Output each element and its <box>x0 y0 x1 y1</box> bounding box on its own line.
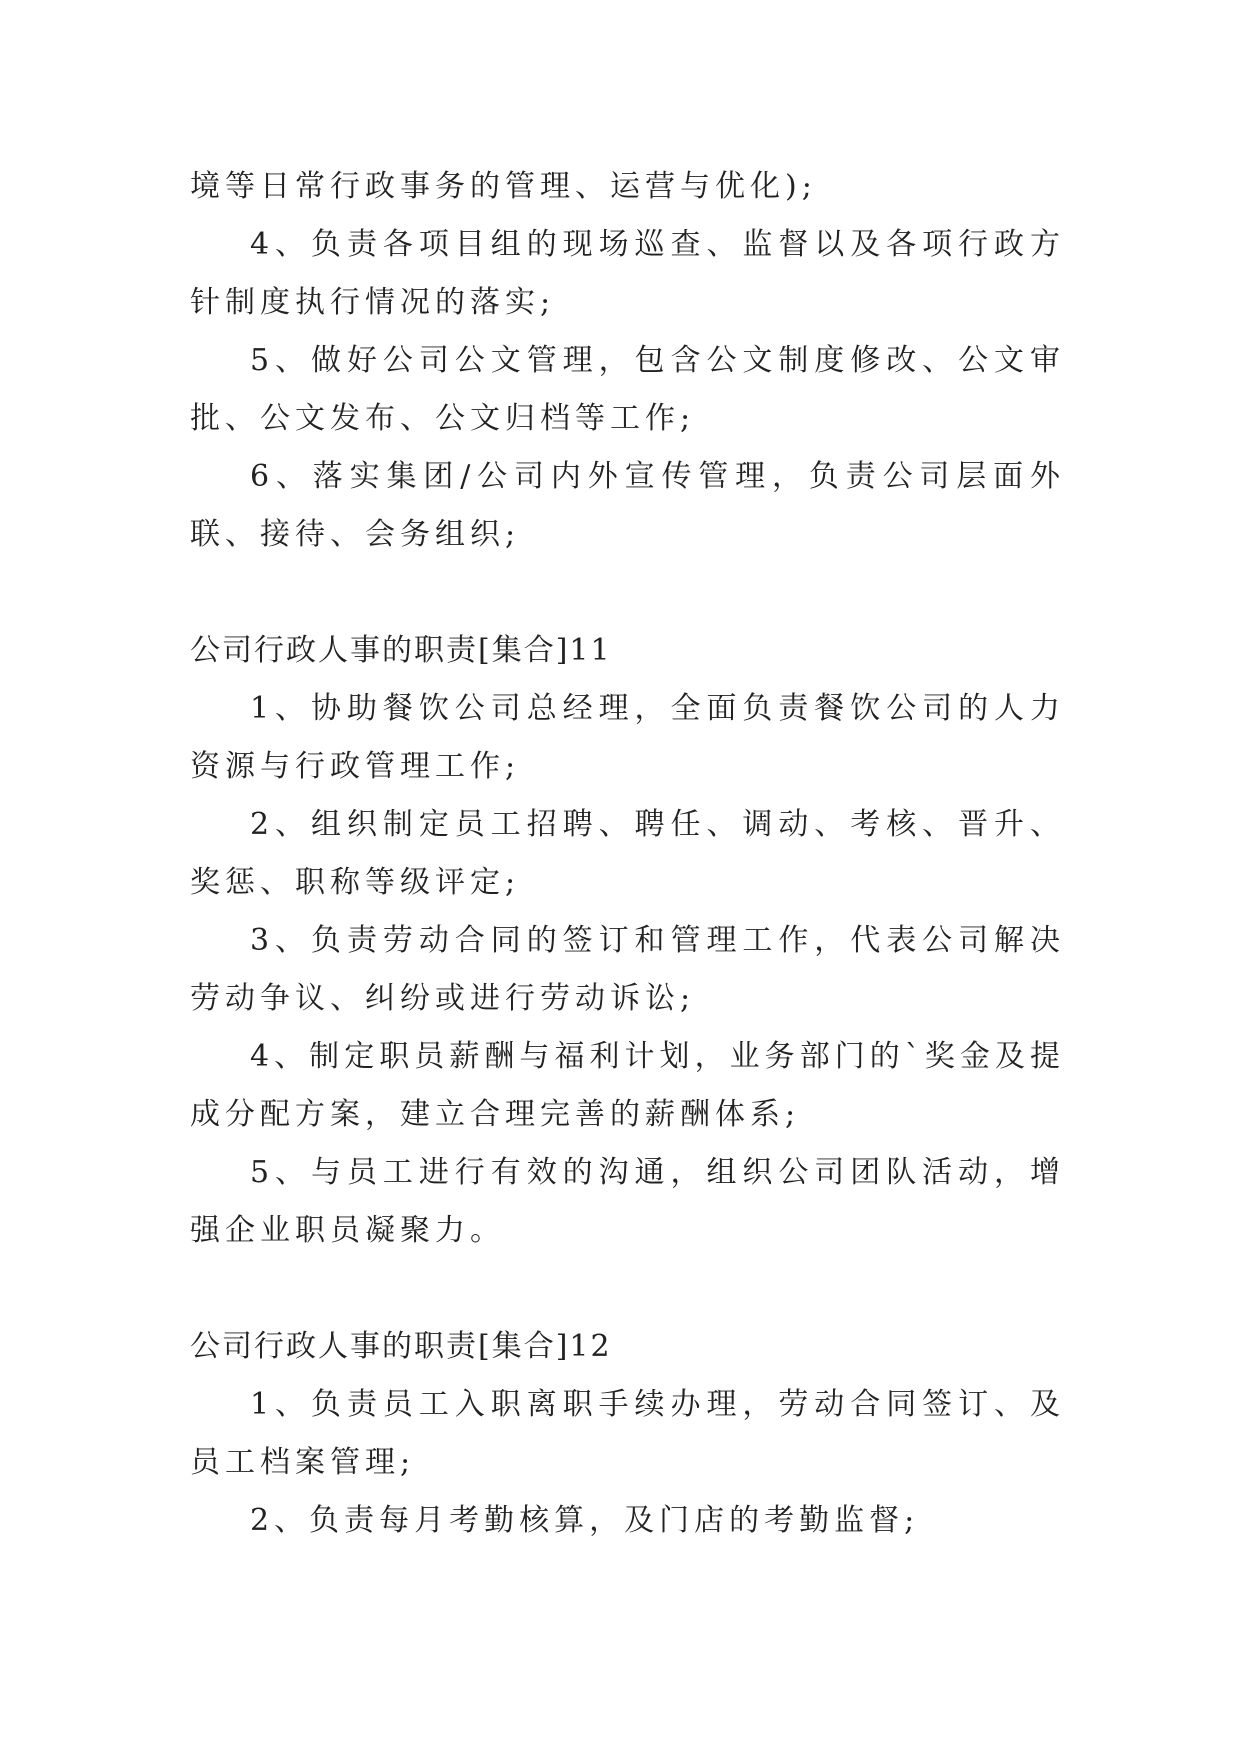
list-item: 3、负责劳动合同的签订和管理工作，代表公司解决劳动争议、纠纷或进行劳动诉讼; <box>190 923 1065 1016</box>
document-body <box>190 158 1065 1550</box>
list-item: 2、负责每月考勤核算，及门店的考勤监督; <box>250 1503 920 1538</box>
section-spacer <box>190 564 1065 622</box>
continuation-paragraph: 境等日常行政事务的管理、运营与优化); <box>190 169 817 204</box>
list-item: 2、组织制定员工招聘、聘任、调动、考核、晋升、奖惩、职称等级评定; <box>190 807 1065 900</box>
list-item: 5、做好公司公文管理，包含公文制度修改、公文审批、公文发布、公文归档等工作; <box>190 343 1065 436</box>
list-item: 4、负责各项目组的现场巡查、监督以及各项行政方针制度执行情况的落实; <box>190 227 1065 320</box>
list-item: 1、协助餐饮公司总经理，全面负责餐饮公司的人力资源与行政管理工作; <box>190 691 1065 784</box>
list-item: 5、与员工进行有效的沟通，组织公司团队活动，增强企业职员凝聚力。 <box>190 1155 1065 1248</box>
section-spacer <box>190 1260 1065 1318</box>
list-item: 1、负责员工入职离职手续办理，劳动合同签订、及员工档案管理; <box>190 1387 1065 1480</box>
section-heading: 公司行政人事的职责[集合]12 <box>190 1329 612 1364</box>
list-item: 6、落实集团/公司内外宣传管理，负责公司层面外联、接待、会务组织; <box>190 459 1065 552</box>
section-heading: 公司行政人事的职责[集合]11 <box>190 633 612 668</box>
list-item: 4、制定职员薪酬与福利计划，业务部门的`奖金及提成分配方案，建立合理完善的薪酬体系; <box>190 1039 1065 1132</box>
